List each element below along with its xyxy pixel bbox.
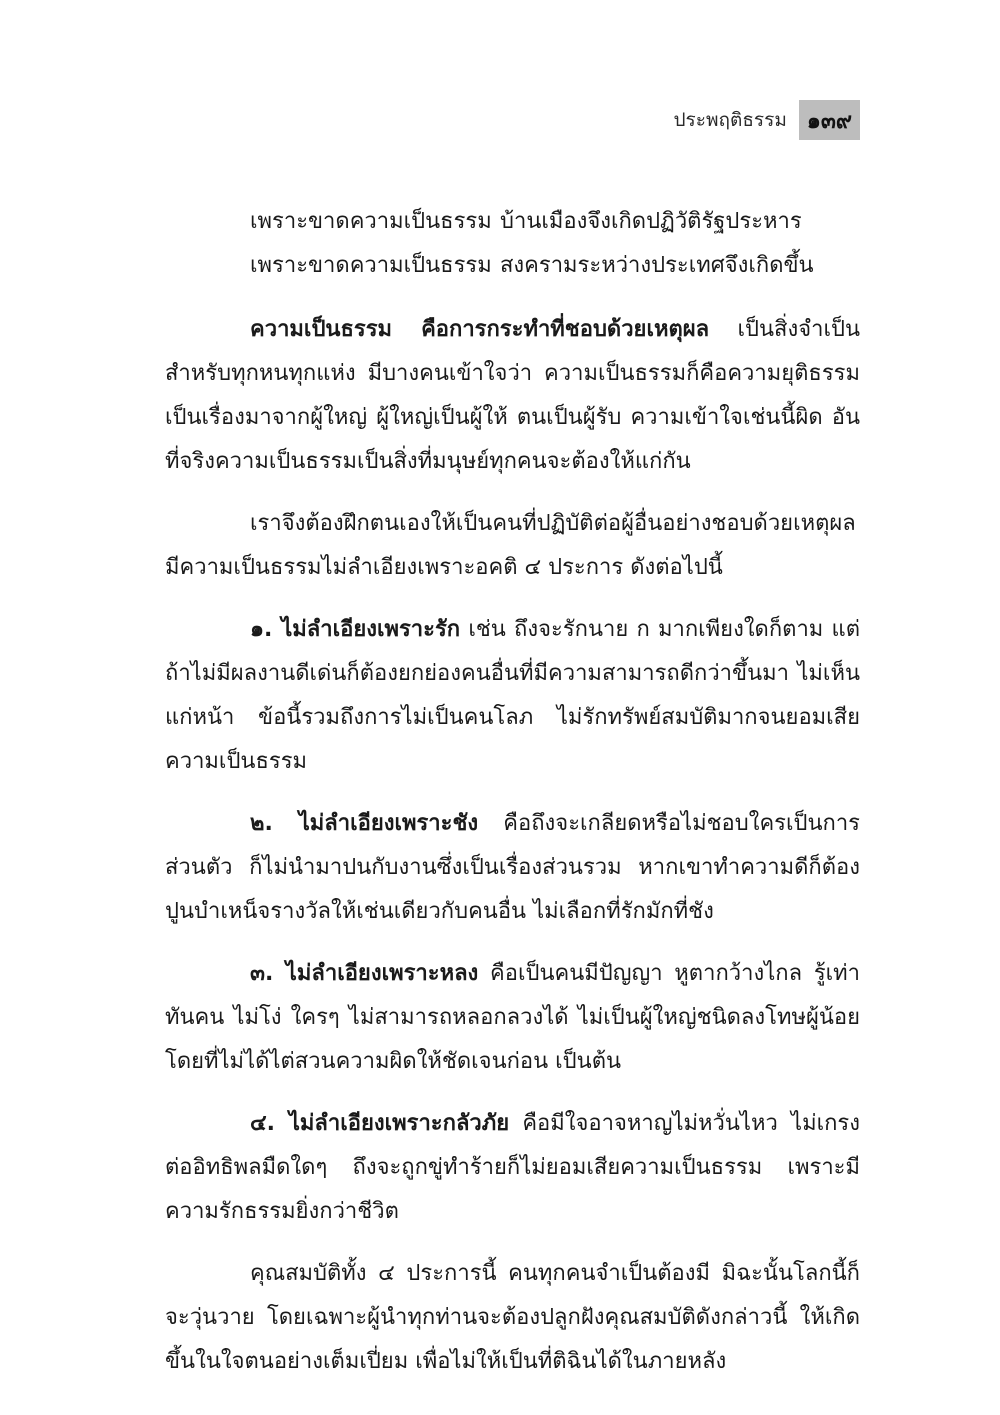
page-body: [165, 200, 860, 1384]
paragraph-text: เช่น ถึงจะรักนาย ก มากเพียงใดก็ตาม แต่ถ้าไม่มีผลงานดีเด่นก็ต้องยกย่องคนอื่นที่มีความสามารถดีกว่าขึ้นมา ไม่เห็นแก่หน้า ข้อนี้รวมถึงการไม่เป็นคนโลภ ไม่รักทรัพย์สมบัติมากจนยอมเสียความเป็นธรรม: [165, 617, 860, 774]
item-heading: ๔. ไม่ลำเอียงเพราะกลัวภัย: [250, 1111, 510, 1136]
verse-line-first-half: เพราะขาดความเป็นธรรม: [250, 209, 492, 234]
paragraph-heading: ความเป็นธรรม คือการกระทำที่ชอบด้วยเหตุผล: [250, 317, 710, 342]
paragraph-conclusion: [165, 1252, 860, 1384]
item-heading: ๑. ไม่ลำเอียงเพราะรัก: [250, 617, 461, 642]
paragraph-item-4: [165, 1102, 860, 1234]
paragraph-text: คือเป็นคนมีปัญญา หูตากว้างไกล รู้เท่าทันคน ไม่โง่ ใครๆ ไม่สามารถหลอกลวงได้ ไม่เป็นผู้ใหญ่ชนิดลงโทษผู้น้อยโดยที่ไม่ได้ไต่สวนความผิดให้ชัดเจนก่อน เป็นต้น: [165, 961, 861, 1074]
paragraph-text: คือถึงจะเกลียดหรือไม่ชอบใครเป็นการส่วนตัว ก็ไม่นำมาปนกับงานซึ่งเป็นเรื่องส่วนรวม หากเขาทำความดีก็ต้องปูนบำเหน็จรางวัลให้เช่นเดียวกับคนอื่น ไม่เลือกที่รักมักที่ชัง: [165, 811, 860, 924]
running-header: [674, 100, 861, 140]
verse-line-first-half: เพราะขาดความเป็นธรรม: [250, 253, 492, 278]
item-heading: ๓. ไม่ลำเอียงเพราะหลง: [250, 961, 479, 986]
paragraph-intro-agati: [165, 502, 860, 590]
verse-block: [165, 200, 860, 288]
paragraph-text: เป็นสิ่งจำเป็นสำหรับทุกหนทุกแห่ง มีบางคนเข้าใจว่า ความเป็นธรรมก็คือความยุติธรรม เป็นเรื่องมาจากผู้ใหญ่ ผู้ใหญ่เป็นผู้ให้ ตนเป็นผู้รับ ความเข้าใจเช่นนี้ผิด อันที่จริงความเป็นธรรมเป็นสิ่งที่มนุษย์ทุกคนจะต้องให้แก่กัน: [165, 317, 860, 474]
paragraph-text: คุณสมบัติทั้ง ๔ ประการนี้ คนทุกคนจำเป็นต้องมี มิฉะนั้นโลกนี้ก็จะวุ่นวาย โดยเฉพาะผู้นำทุกท่านจะต้องปลูกฝังคุณสมบัติดังกล่าวนี้ ให้เกิดขึ้นในใจตนอย่างเต็มเปี่ยม เพื่อไม่ให้เป็นที่ติฉินได้ในภายหลัง: [165, 1261, 860, 1374]
item-heading: ๒. ไม่ลำเอียงเพราะชัง: [250, 811, 479, 836]
verse-line: [250, 200, 860, 244]
header-title: ประพฤติธรรม: [673, 109, 787, 131]
page-number: ๑๓๙: [799, 100, 860, 140]
paragraph-definition: [165, 308, 860, 484]
paragraph-text: เราจึงต้องฝึกตนเองให้เป็นคนที่ปฏิบัติต่อผู้อื่นอย่างชอบด้วยเหตุผล มีความเป็นธรรมไม่ลำเอียงเพราะอคติ ๔ ประการ ดังต่อไปนี้: [165, 511, 856, 580]
paragraph-item-1: [165, 608, 860, 784]
paragraph-text: คือมีใจอาจหาญไม่หวั่นไหว ไม่เกรงต่ออิทธิพลมืดใดๆ ถึงจะถูกขู่ทำร้ายก็ไม่ยอมเสียความเป็นธรรม เพราะมีความรักธรรมยิ่งกว่าชีวิต: [165, 1111, 860, 1224]
paragraph-item-2: [165, 802, 860, 934]
verse-line-second-half: บ้านเมืองจึงเกิดปฏิวัติรัฐประหาร: [500, 209, 802, 234]
verse-line: [250, 244, 860, 288]
paragraph-item-3: [165, 952, 860, 1084]
verse-line-second-half: สงครามระหว่างประเทศจึงเกิดขึ้น: [500, 253, 814, 278]
